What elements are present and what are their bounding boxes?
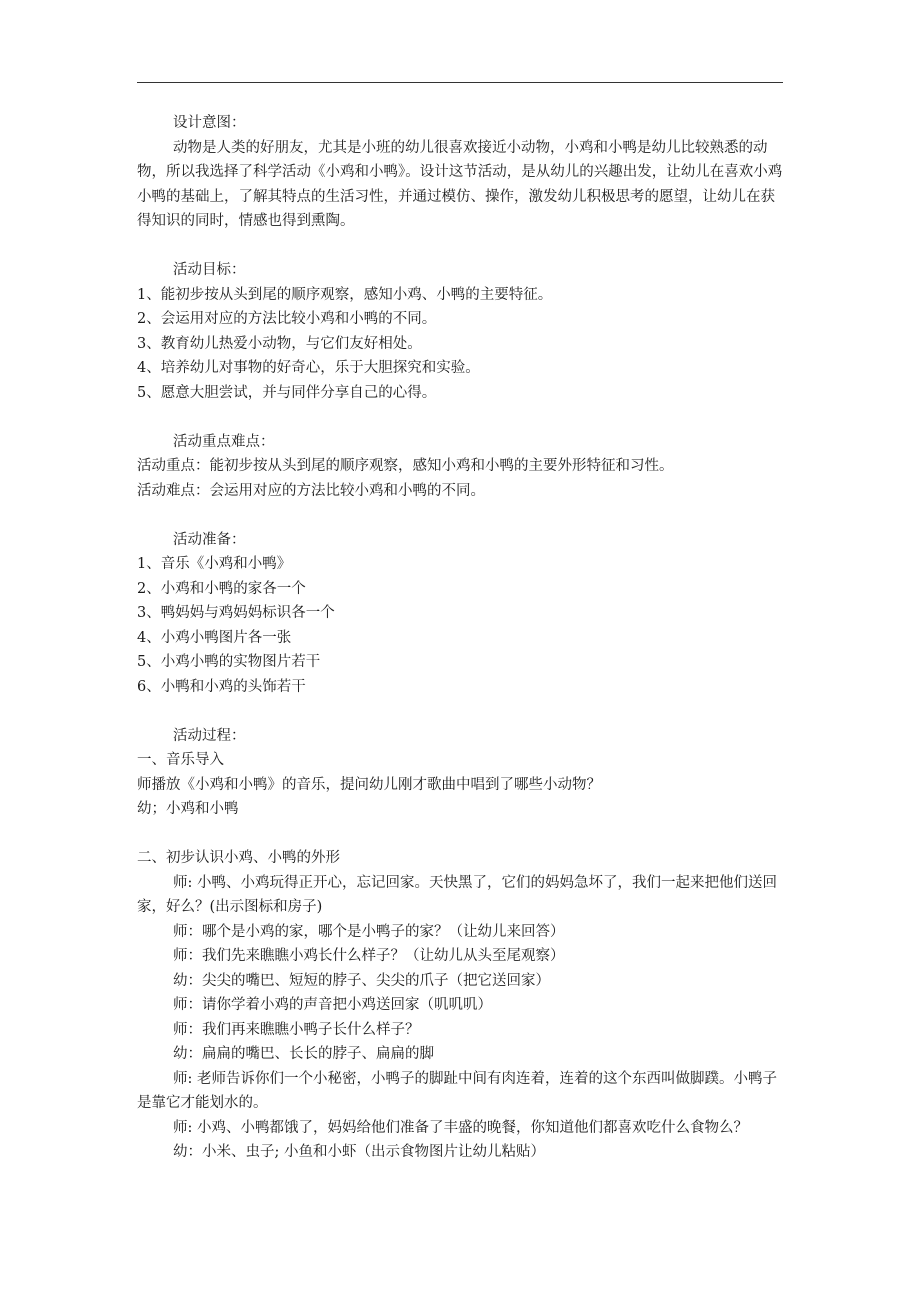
- dialogue-line: 幼：扁扁的嘴巴、长长的脖子、扁扁的脚: [173, 1046, 434, 1062]
- dialogue-line: 师：我们再来瞧瞧小鸭子长什么样子？: [173, 1021, 420, 1038]
- dialogue-line: 师: 小鸡、小鸭都饿了，妈妈给他们准备了丰盛的晚餐，你知道他们都喜欢吃什么食物么？: [173, 1119, 748, 1136]
- prep-item: 6、小鸭和小鸡的头饰若干: [137, 678, 306, 695]
- prep-item: 1、音乐《小鸡和小鸭》: [137, 556, 292, 572]
- goals-heading: 活动目标：: [173, 262, 246, 278]
- header-rule: [137, 82, 783, 83]
- process-line: 师播放《小鸡和小鸭》的音乐，提问幼儿刚才歌曲中唱到了哪些小动物？: [137, 776, 601, 793]
- dialogue-line: 师：请你学着小鸡的声音把小鸡送回家（叽叽叽）: [173, 997, 492, 1013]
- goal-item: 3、教育幼儿热爱小动物，与它们友好相处。: [137, 335, 422, 352]
- goal-item: 1、能初步按从头到尾的顺序观察，感知小鸡、小鸭的主要特征。: [137, 286, 553, 303]
- key-point-item: 活动重点：能初步按从头到尾的顺序观察，感知小鸡和小鸭的主要外形特征和习性。: [137, 458, 674, 474]
- goal-item: 5、愿意大胆尝试，并与同伴分享自己的心得。: [137, 384, 437, 401]
- process-line: 幼；小鸡和小鸭: [137, 801, 239, 817]
- document-body: [137, 111, 783, 1165]
- goal-item: 4、培养幼儿对事物的好奇心，乐于大胆探究和实验。: [137, 360, 480, 376]
- prep-item: 3、鸭妈妈与鸡妈妈标识各一个: [137, 605, 335, 621]
- dialogue-line: 师：哪个是小鸡的家，哪个是小鸭子的家？（让幼儿来回答）: [173, 923, 565, 940]
- key-points-heading: 活动重点难点：: [173, 433, 275, 450]
- dialogue-line: 师：我们先来瞧瞧小鸡长什么样子？（让幼儿从头至尾观察）: [173, 948, 565, 964]
- prep-item: 2、小鸡和小鸭的家各一个: [137, 580, 306, 597]
- process-heading: 活动过程：: [173, 727, 246, 744]
- process-part1-title: 一、音乐导入: [137, 752, 224, 768]
- dialogue-line: 幼：小米、虫子; 小鱼和小虾（出示食物图片让幼儿粘贴）: [173, 1144, 545, 1160]
- dialogue-line: 师: 老师告诉你们一个小秘密，小鸭子的脚趾中间有肉连着，连着的这个东西叫做脚蹼。小鸭子是靠它才能划水的。: [137, 1070, 777, 1111]
- process-part2-title: 二、初步认识小鸡、小鸭的外形: [137, 850, 340, 866]
- design-paragraph: 动物是人类的好朋友，尤其是小班的幼儿很喜欢接近小动物，小鸡和小鸭是幼儿比较熟悉的动物，所以我选择了科学活动《小鸡和小鸭》。设计这节活动，是从幼儿的兴趣出发，让幼儿在喜欢小鸡小鸭的基础上，了解其特点的生活习性，并通过模仿、操作，激发幼儿积极思考的愿望，让幼儿在获得知识的同时，情感也得到熏陶。: [137, 139, 783, 229]
- goal-item: 2、会运用对应的方法比较小鸡和小鸭的不同。: [137, 311, 437, 327]
- dialogue-line: 幼：尖尖的嘴巴、短短的脖子、尖尖的爪子（把它送回家）: [173, 972, 550, 989]
- prep-item: 5、小鸡小鸭的实物图片若干: [137, 654, 321, 670]
- design-heading: 设计意图：: [173, 115, 246, 131]
- prep-heading: 活动准备：: [173, 531, 246, 548]
- dialogue-line: 师: 小鸭、小鸡玩得正开心，忘记回家。天快黑了，它们的妈妈急坏了，我们一起来把他们送回家，好么？(出示图标和房子): [137, 874, 777, 915]
- prep-item: 4、小鸡小鸭图片各一张: [137, 629, 292, 646]
- key-point-item: 活动难点：会运用对应的方法比较小鸡和小鸭的不同。: [137, 482, 485, 499]
